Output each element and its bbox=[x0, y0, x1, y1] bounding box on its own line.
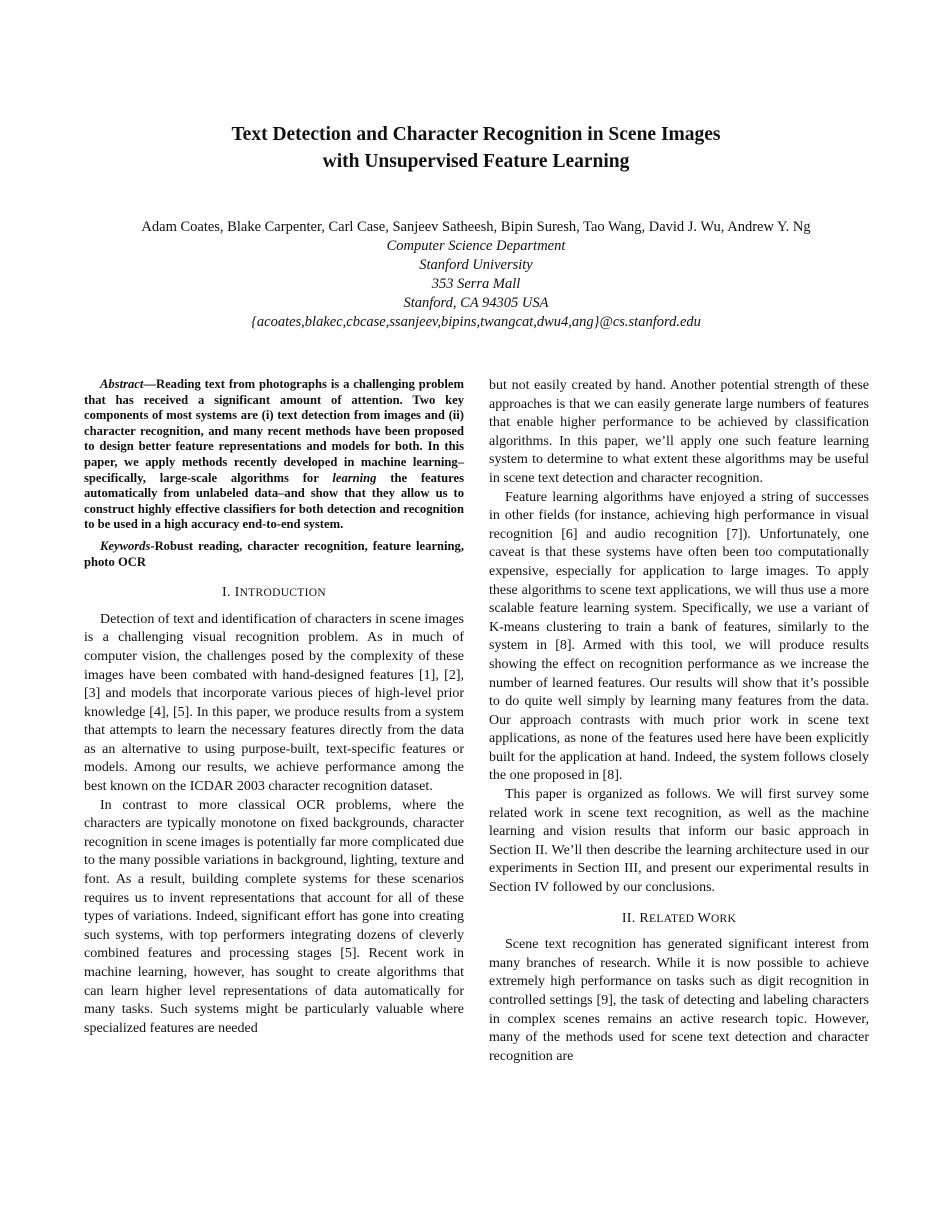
title-line-1: Text Detection and Character Recognition in Scene Images bbox=[231, 124, 721, 145]
paragraph: but not easily created by hand. Another potential strength of these approaches is that we can easily generate large numbers of features that enable higher performance to be achieved by classification algorithms. In this paper, we’ll apply one such feature learning system to determine to what extent these algorithms may be useful in scene text detection and character recognition. bbox=[489, 378, 869, 486]
section-initial: I bbox=[234, 585, 240, 601]
section-smallcaps: ORK bbox=[710, 912, 737, 925]
section-numeral: II. bbox=[621, 910, 640, 926]
author-block bbox=[0, 218, 952, 332]
email-list: {acoates,blakec,cbcase,ssanjeev,bipins,twangcat,dwu4,ang}@cs.stanford.edu bbox=[251, 314, 701, 330]
section-smallcaps: NTRODUCTION bbox=[239, 587, 326, 600]
keywords-label: Keywords bbox=[100, 538, 151, 553]
right-column bbox=[489, 377, 869, 1066]
abstract-text-b: the features automatically from unlabeled data–and show that they allow us to construct highly effective classifiers for both detection and recognition to be used in a high accuracy end-to-end system. bbox=[84, 470, 464, 532]
city-address: Stanford, CA 94305 USA bbox=[403, 295, 549, 311]
title-line-2: with Unsupervised Feature Learning bbox=[322, 151, 630, 172]
paragraph: Detection of text and identification of characters in scene images is a challenging visual recognition problem. As in much of computer vision, the challenges posed by the complexity of these images have been combated with hand-designed features [1], [2], [3] and models that incorporate various pieces of high-level prior knowledge [4], [5]. In this paper, we produce results from a system that attempts to learn the necessary features directly from the data as an alternative to using purpose-built, text-specific features or models. Among our results, we achieve performance among the best known on the ICDAR 2003 character recognition dataset. bbox=[84, 611, 464, 795]
paragraph: Scene text recognition has generated significant interest from many branches of research. While it is now possible to achieve extremely high performance on tasks such as digit recognition in controlled settings [9], the task of detecting and labeling characters in complex scenes remains an active research topic. However, many of the methods used for scene text detection and character recognition are bbox=[489, 937, 869, 1064]
paragraph: This paper is organized as follows. We will first survey some related work in scene text recognition, as well as the machine learning and vision results that inform our basic approach in Section II. We’ll then describe the learning architecture used in our experiments in Section III, and present our experimental results in Section IV followed by our conclusions. bbox=[489, 787, 869, 896]
paragraph: In contrast to more classical OCR problems, where the characters are typically monotone on fixed backgrounds, character recognition in scene images is potentially far more complicated due to the many possible variations in background, lighting, texture and font. As a result, building complete systems for these scenarios requires us to invent representations that account for all of these types of variations. Indeed, significant effort has gone into creating such systems, with top performers integrating dozens of cleverly combined features and processing stages [5]. Recent work in machine learning, however, has sought to create algorithms that can learn higher level representations of data automatically for many tasks. Such systems might be particularly valuable where specialized features are needed bbox=[84, 797, 464, 1036]
section-initial: W bbox=[697, 910, 711, 926]
section-numeral: I. bbox=[222, 585, 235, 601]
department: Computer Science Department bbox=[386, 238, 566, 254]
section-heading-introduction bbox=[84, 584, 464, 603]
abstract-text-a: Reading text from photographs is a challenging problem that has received a significant amount of attention. Two key components of most systems are (i) text detection from images and (ii) character recognition, and many recent methods have been proposed to design better feature representations and models for both. In this paper, we apply methods recently developed in machine learning–specifically, large-scale algorithms for bbox=[84, 377, 464, 485]
section-heading-related-work bbox=[489, 910, 869, 929]
left-column bbox=[84, 377, 464, 1038]
paper-title bbox=[0, 121, 952, 175]
abstract bbox=[84, 377, 464, 533]
keywords-text: -Robust reading, character recognition, feature learning, photo OCR bbox=[84, 538, 464, 569]
section-smallcaps: ELATED bbox=[649, 912, 698, 925]
street-address: 353 Serra Mall bbox=[431, 276, 521, 292]
section-initial: R bbox=[639, 910, 650, 926]
author-names: Adam Coates, Blake Carpenter, Carl Case, Sanjeev Satheesh, Bipin Suresh, Tao Wang, David J. Wu, Andrew Y. Ng bbox=[141, 219, 811, 235]
abstract-label: Abstract bbox=[100, 377, 144, 391]
abstract-emphasis: learning bbox=[332, 470, 377, 485]
abstract-dash: — bbox=[143, 377, 156, 391]
keywords bbox=[84, 539, 464, 570]
paragraph: Feature learning algorithms have enjoyed a string of successes in other fields (for instance, achieving high performance in visual recognition [6] and audio recognition [7]). Unfortunately, one caveat is that these systems have often been too computationally expensive, especially for application to large images. To apply these algorithms to scene text applications, we will thus use a more scalable feature learning system. Specifically, we use a variant of K-means clustering to train a bank of features, similarly to the system in [8]. Armed with this tool, we will produce results showing the effect on recognition performance as we increase the number of learned features. Our results will show that it’s possible to do quite well simply by learning many features from the data. Our approach contrasts with much prior work in scene text applications, as none of the features used here have been explicitly built for the application at hand. Indeed, the system follows closely the one proposed in [8]. bbox=[489, 489, 869, 784]
university: Stanford University bbox=[419, 257, 533, 273]
